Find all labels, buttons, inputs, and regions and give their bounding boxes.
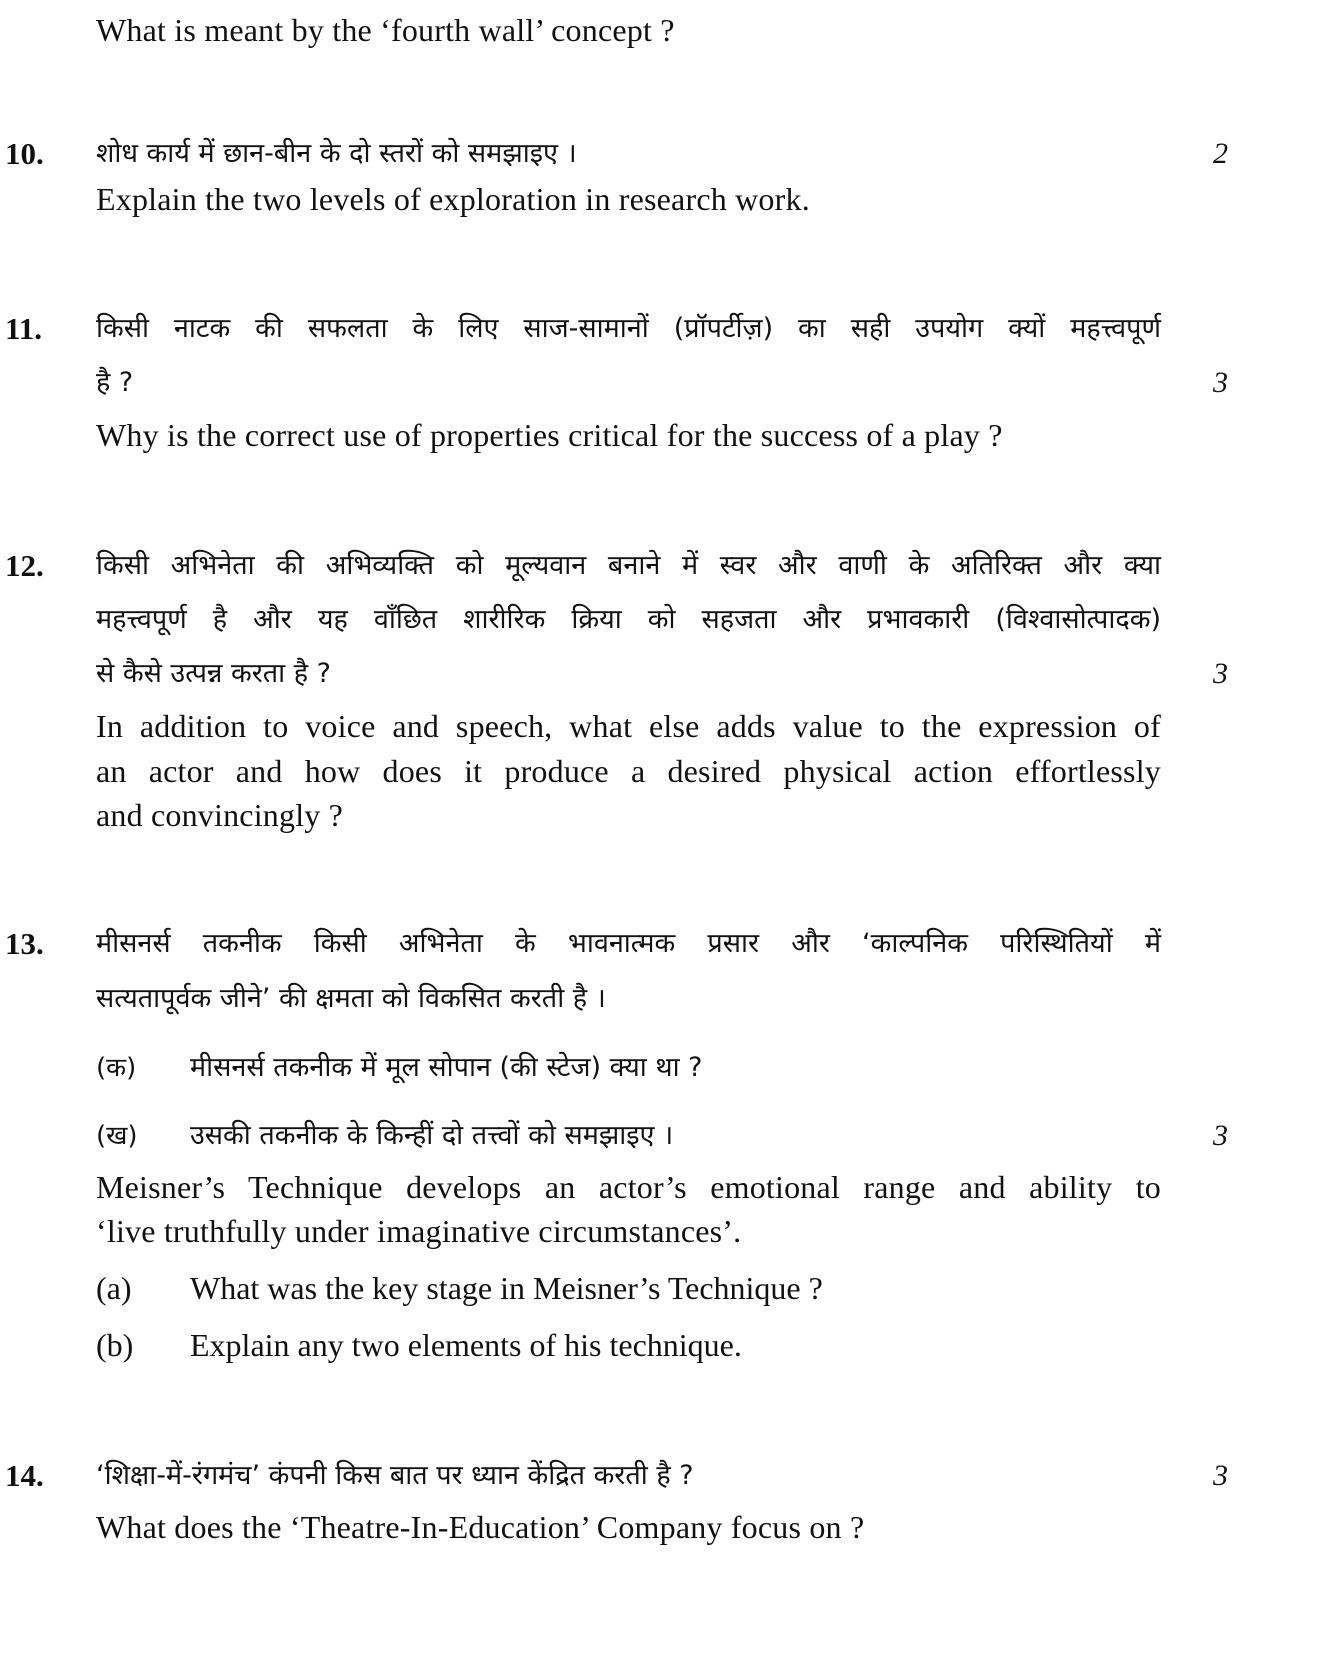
question-13-english-part-b-text: Explain any two elements of his technique. [190,1327,742,1363]
question-13-hindi-line-1: मीसनर्स तकनीक किसी अभिनेता के भावनात्मक प्रसार और ‘काल्पनिक परिस्थितियों में [96,928,1161,959]
question-14-hindi: ‘शिक्षा-में-रंगमंच’ कंपनी किस बात पर ध्यान केंद्रित करती है ? [96,1460,694,1491]
question-9-english-continuation: What is meant by the ‘fourth wall’ concept ? [96,12,675,48]
question-13-marks: 3 [1213,1119,1228,1152]
question-14-english: What does the ‘Theatre-In-Education’ Company focus on ? [96,1509,865,1545]
question-12-number: 12. [5,548,44,583]
question-12-english-line-3: and convincingly ? [96,797,344,833]
question-14-marks: 3 [1213,1459,1228,1492]
question-12-hindi-line-2: महत्त्वपूर्ण है और यह वाँछित शारीरिक क्रिया को सहजता और प्रभावकारी (विश्वासोत्पादक) [96,604,1161,635]
question-10-english: Explain the two levels of exploration in research work. [96,181,810,217]
question-13-hindi-part-ka-text: मीसनर्स तकनीक में मूल सोपान (की स्टेज) क्या था ? [190,1052,703,1083]
question-13-english-part-a-text: What was the key stage in Meisner’s Technique ? [190,1270,823,1306]
question-13-hindi-part-ka-label: (क) [96,1053,137,1083]
question-13-english-part-a-label: (a) [96,1270,132,1306]
question-11-hindi-line-2: है ? [96,367,134,398]
question-13-hindi-line-2: सत्यतापूर्वक जीने’ की क्षमता को विकसित करती है । [96,983,606,1014]
question-12-english-line-2: an actor and how does it produce a desired physical action effortlessly [96,753,1161,789]
question-10-marks: 2 [1213,137,1228,170]
question-11-marks: 3 [1213,366,1228,399]
question-13-hindi-part-kha-text: उसकी तकनीक के किन्हीं दो तत्त्वों को समझाइए । [190,1120,674,1151]
question-12-hindi-line-3: से कैसे उत्पन्न करता है ? [96,658,331,689]
question-10-hindi: शोध कार्य में छान-बीन के दो स्तरों को समझाइए । [96,138,577,169]
question-11-hindi-line-1: किसी नाटक की सफलता के लिए साज-सामानों (प्रॉपर्टीज़) का सही उपयोग क्यों महत्त्वपूर्ण [96,313,1161,344]
question-13-number: 13. [5,926,44,961]
question-13-hindi-part-kha-label: (ख) [96,1121,138,1151]
question-12-hindi-line-1: किसी अभिनेता की अभिव्यक्ति को मूल्यवान बनाने में स्वर और वाणी के अतिरिक्त और क्या [96,550,1161,581]
question-12-english-line-1: In addition to voice and speech, what else adds value to the expression of [96,708,1161,744]
question-11-english: Why is the correct use of properties critical for the success of a play ? [96,417,1003,453]
question-11-number: 11. [5,311,43,346]
question-12-marks: 3 [1213,657,1228,690]
question-13-english-part-b-label: (b) [96,1327,134,1363]
question-10-number: 10. [5,136,44,171]
question-13-english-line-2: ‘live truthfully under imaginative circumstances’. [96,1213,742,1249]
question-13-english-line-1: Meisner’s Technique develops an actor’s emotional range and ability to [96,1169,1161,1205]
question-14-number: 14. [5,1458,44,1493]
